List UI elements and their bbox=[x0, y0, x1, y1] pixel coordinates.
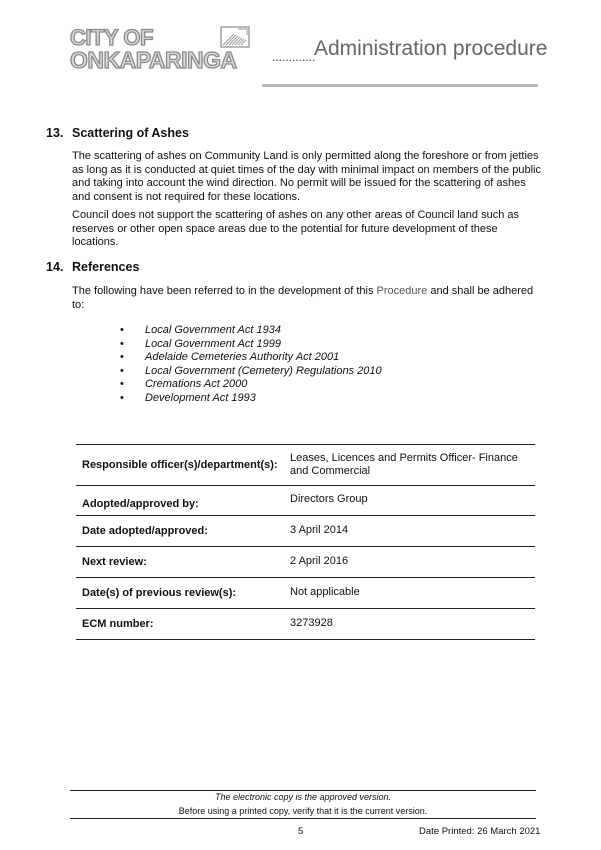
bullet-icon: • bbox=[120, 337, 124, 350]
date-printed: Date Printed: 26 March 2021 bbox=[419, 826, 541, 837]
footer-approved-note: The electronic copy is the approved version. bbox=[214, 792, 392, 802]
logo-line-1: CITY OF bbox=[70, 25, 153, 50]
reference-text: Local Government Act 1934 bbox=[145, 324, 281, 336]
document-type-title: Administration procedure bbox=[314, 37, 548, 60]
table-row bbox=[76, 578, 535, 609]
table-row bbox=[76, 516, 535, 547]
row-value: Directors Group bbox=[290, 492, 368, 505]
table-row bbox=[76, 547, 535, 578]
reference-text: Development Act 1993 bbox=[145, 391, 256, 404]
intro-procedure-term: Procedure bbox=[376, 285, 428, 297]
intro-text: The following have been referred to in the development of this bbox=[72, 285, 377, 297]
list-item bbox=[120, 365, 382, 379]
title-leader-dots: ............. bbox=[272, 50, 316, 64]
row-value: Not applicable bbox=[290, 586, 360, 599]
table-row bbox=[76, 609, 535, 640]
list-item bbox=[120, 378, 382, 392]
logo-line-2: ONKAPARINGA bbox=[70, 47, 237, 73]
procedure-info-table bbox=[76, 444, 535, 640]
row-value: 3 April 2014 bbox=[290, 524, 349, 537]
footer-divider-top bbox=[70, 790, 536, 791]
list-item bbox=[120, 392, 382, 406]
page-number: 5 bbox=[298, 826, 304, 837]
reference-text: Local Government (Cemetery) Regulations 2010 bbox=[145, 364, 382, 377]
section-title: References bbox=[72, 260, 140, 274]
list-item bbox=[120, 324, 382, 338]
reference-text: Cremations Act 2000 bbox=[145, 378, 248, 391]
bullet-icon: • bbox=[120, 378, 124, 391]
sunrise-logo-icon bbox=[220, 26, 250, 48]
bullet-icon: • bbox=[120, 391, 124, 404]
row-label: ECM number: bbox=[82, 618, 154, 630]
list-item bbox=[120, 338, 382, 352]
intro-text-end: and shall be adhered to: bbox=[72, 285, 534, 311]
section-title: Scattering of Ashes bbox=[72, 126, 189, 140]
reference-text: Local Government Act 1999 bbox=[145, 337, 281, 350]
city-logo bbox=[70, 26, 260, 76]
section-number: 14. bbox=[46, 260, 64, 274]
row-label: Next review: bbox=[82, 556, 147, 568]
section-heading-14 bbox=[46, 260, 139, 274]
row-value: 2 April 2016 bbox=[290, 555, 349, 568]
row-value: 3273928 bbox=[290, 617, 333, 630]
row-label: Responsible officer(s)/department(s): bbox=[82, 459, 278, 471]
section-14-intro bbox=[72, 285, 542, 312]
table-row bbox=[76, 445, 535, 486]
section-number: 13. bbox=[46, 126, 64, 140]
references-list bbox=[120, 324, 382, 406]
footer-divider-bottom bbox=[70, 818, 536, 819]
bullet-icon: • bbox=[120, 351, 124, 364]
bullet-icon: • bbox=[120, 324, 124, 336]
bullet-icon: • bbox=[120, 364, 124, 377]
section-heading-13 bbox=[46, 126, 189, 140]
row-label: Date adopted/approved: bbox=[82, 525, 208, 537]
table-row bbox=[76, 486, 535, 516]
row-label: Date(s) of previous review(s): bbox=[82, 587, 237, 599]
section-13-paragraph-1: The scattering of ashes on Community Land is only permitted along the foreshore or from jetties as long as it is conducted at quiet times of the day with minimal impact on members of the public and taking into account the wind direction. No permit will be issued for the scattering of ashes and consent is not required for these locations. bbox=[72, 150, 541, 203]
section-13-paragraph-2: Council does not support the scattering of ashes on any other areas of Council land such as reserves or other open space areas due to the potential for future development of these locations. bbox=[72, 209, 519, 248]
footer-verify-note: Before using a printed copy, verify that it is the current version. bbox=[178, 806, 428, 816]
header-divider bbox=[262, 84, 538, 87]
reference-text: Adelaide Cemeteries Authority Act 2001 bbox=[145, 351, 340, 364]
list-item bbox=[120, 351, 382, 365]
row-value: Leases, Licences and Permits Officer- Finance and Commercial bbox=[290, 451, 518, 477]
row-label: Adopted/approved by: bbox=[82, 497, 199, 510]
